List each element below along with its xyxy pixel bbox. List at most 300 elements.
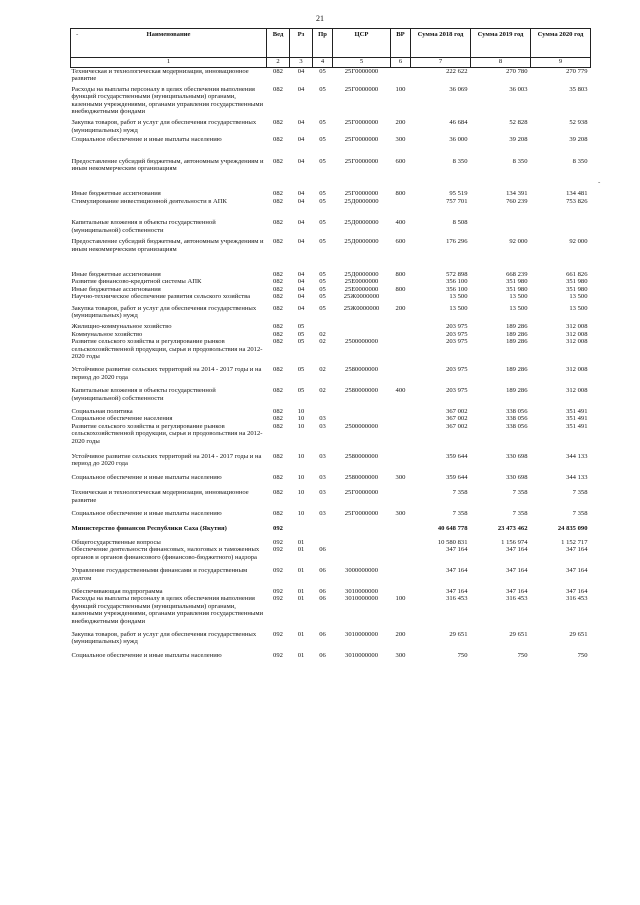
table-row: [71, 582, 591, 595]
row-rz: 04: [297, 157, 305, 165]
row-sum-2018: 316 453: [446, 595, 468, 603]
row-rz: 10: [297, 510, 305, 518]
row-vr: 600: [395, 238, 406, 246]
row-rz: 01: [297, 546, 305, 554]
row-sum-2018: 203 975: [446, 323, 468, 331]
row-sum-2018: 347 164: [446, 567, 468, 575]
row-ved: 082: [273, 219, 283, 227]
row-pr: 02: [319, 338, 326, 346]
column-number: 1: [71, 58, 267, 68]
row-vr: 400: [395, 387, 406, 395]
row-csr: 3010000000: [345, 651, 378, 659]
row-name: Общегосударственные вопросы: [71, 538, 161, 546]
table-row: [71, 533, 591, 546]
row-sum-2020: 351 980: [566, 278, 588, 286]
table-row: [71, 445, 591, 468]
column-number-row: [71, 58, 591, 68]
row-pr: 05: [319, 197, 326, 205]
table-row: [71, 338, 591, 360]
row-vr: 100: [395, 85, 406, 93]
table-row: [71, 504, 591, 517]
row-sum-2018: 367 002: [446, 408, 468, 415]
row-sum-2020: 344 133: [566, 473, 588, 481]
table-row: [71, 286, 591, 293]
row-sum-2018: 222 622: [446, 68, 468, 75]
row-name: Развитие сельского хозяйства и регулирование рынков сельскохозяйственной продукции, сырья и продовольствия на 2012-2020 годы: [71, 422, 263, 445]
row-pr: 03: [319, 453, 326, 461]
row-sum-2020: 312 008: [566, 387, 588, 395]
row-csr: 3010000000: [345, 587, 378, 595]
row-rz: 10: [297, 489, 305, 497]
row-sum-2019: 189 286: [506, 387, 528, 395]
header-csr: ЦСР: [333, 29, 391, 58]
row-vr: [391, 582, 411, 595]
row-rz: 04: [297, 270, 305, 278]
row-name: Социальное обеспечение населения: [71, 415, 173, 423]
row-pr: 05: [319, 285, 326, 293]
row-vr: [391, 481, 411, 504]
row-sum-2019: 351 980: [506, 278, 528, 286]
page-number: 21: [316, 14, 324, 23]
row-sum-2020: 92 000: [569, 238, 588, 246]
row-vr: [391, 415, 411, 422]
row-ved: 092: [273, 525, 283, 533]
row-csr: 2500000000: [345, 422, 378, 430]
table-row: [71, 144, 591, 173]
row-rz: 01: [297, 651, 305, 659]
row-vr: 300: [395, 510, 406, 518]
row-name: Расходы на выплаты персоналу в целях обеспечения выполнения функций государственными (муниципальными) органами, казенными учреждениями, органами управления государственными внебюджетными фондами: [71, 85, 264, 116]
row-name: Предоставление субсидий бюджетным, автономным учреждениям и иным некоммерческим организациям: [71, 157, 264, 173]
row-sum-2018: 46 684: [449, 119, 468, 127]
row-ved: 082: [273, 136, 283, 144]
row-sum-2018: 7 358: [452, 510, 468, 518]
row-sum-2019: 338 056: [506, 422, 528, 430]
row-name: Иные бюджетные ассигнования: [71, 190, 161, 198]
table-row: [71, 83, 591, 116]
corner-mark: -: [76, 30, 79, 38]
row-csr: [333, 533, 391, 546]
column-number: 4: [313, 58, 333, 68]
row-sum-2019: [471, 205, 531, 234]
row-rz: 05: [297, 338, 305, 346]
row-name: Научно-техническое обеспечение развития сельского хозяйства: [71, 293, 251, 301]
row-vr: 200: [395, 304, 406, 312]
row-ved: 082: [273, 415, 283, 423]
row-sum-2018: 8 350: [452, 157, 468, 165]
row-csr: [333, 546, 391, 561]
row-sum-2018: 10 580 831: [437, 538, 468, 546]
row-csr: 25Д0000000: [344, 270, 379, 278]
table-row: [71, 234, 591, 253]
table-row: [71, 381, 591, 402]
row-ved: 082: [273, 119, 283, 127]
table-row: [71, 319, 591, 330]
row-ved: 082: [273, 473, 283, 481]
row-sum-2019: 7 358: [512, 489, 528, 497]
row-sum-2019: 92 000: [509, 238, 528, 246]
row-rz: 05: [297, 387, 305, 395]
budget-table: [70, 28, 591, 659]
row-pr: 06: [319, 567, 326, 575]
row-ved: 092: [273, 546, 283, 554]
table-row: [71, 278, 591, 285]
row-rz: 04: [297, 136, 305, 144]
row-csr: [333, 517, 391, 532]
table-row: [71, 468, 591, 481]
row-sum-2020: 7 358: [572, 510, 588, 518]
row-ved: 082: [273, 387, 283, 395]
column-number: 6: [391, 58, 411, 68]
row-ved: 082: [273, 489, 283, 497]
row-sum-2020: 7 358: [572, 489, 588, 497]
row-sum-2018: 347 164: [446, 587, 468, 595]
row-name: Техническая и технологическая модернизация, инновационное развитие: [71, 489, 249, 504]
row-sum-2018: 359 644: [446, 453, 468, 461]
row-sum-2018: 347 164: [446, 546, 468, 554]
row-csr: 25Г0000000: [344, 190, 379, 198]
row-sum-2020: 35 803: [569, 85, 588, 93]
row-sum-2020: 661 826: [566, 270, 588, 278]
row-sum-2018: 8 508: [452, 219, 468, 227]
row-ved: 092: [273, 595, 283, 603]
row-sum-2018: 750: [457, 651, 468, 659]
header-sum-2018: Сумма 2018 год: [411, 29, 471, 58]
row-sum-2019: 29 651: [509, 630, 528, 638]
row-ved: 082: [273, 422, 283, 430]
row-rz: 04: [297, 219, 305, 227]
row-sum-2018: 7 358: [452, 489, 468, 497]
row-sum-2020: 312 008: [566, 330, 588, 338]
row-ved: 082: [273, 157, 283, 165]
table-row: [71, 331, 591, 338]
row-csr: 2580000000: [345, 453, 378, 461]
row-rz: 04: [297, 197, 305, 205]
row-rz: 05: [297, 366, 305, 374]
row-ved: 092: [273, 651, 283, 659]
row-rz: 10: [297, 422, 305, 430]
row-ved: 082: [273, 238, 283, 246]
column-number: 9: [531, 58, 591, 68]
row-sum-2020: 351 491: [566, 422, 588, 430]
row-sum-2018: 36 069: [449, 85, 468, 93]
table-row: [71, 253, 591, 278]
row-sum-2020: 29 651: [569, 630, 588, 638]
row-csr: [333, 415, 391, 422]
row-pr: 03: [319, 510, 326, 518]
header-pr: Пр: [313, 29, 333, 58]
row-rz: 04: [297, 293, 305, 301]
row-vr: 600: [395, 157, 406, 165]
row-name: Расходы на выплаты персоналу в целях обеспечения выполнения функций государственными (муниципальными) органами, казенными учреждениями, органами управления государственными внебюджетными фондами: [71, 595, 264, 625]
table-row: [71, 205, 591, 234]
row-csr: 25Ж0000000: [343, 304, 380, 312]
row-rz: 04: [297, 68, 305, 75]
row-pr: 05: [319, 270, 326, 278]
row-sum-2020: 351 980: [566, 285, 588, 293]
row-csr: 25Г0000000: [344, 489, 379, 497]
row-pr: 05: [319, 68, 326, 75]
row-vr: 800: [395, 285, 406, 293]
row-rz: 04: [297, 238, 305, 246]
row-sum-2020: 351 491: [566, 415, 588, 423]
row-vr: [391, 445, 411, 468]
row-ved: 082: [273, 285, 283, 293]
row-csr: [333, 402, 391, 415]
row-sum-2018: 176 296: [446, 238, 468, 246]
header-name: Наименование: [71, 29, 267, 58]
column-number: 3: [290, 58, 313, 68]
row-rz: [290, 517, 313, 532]
row-sum-2019: 7 358: [512, 510, 528, 518]
row-ved: 082: [273, 453, 283, 461]
row-sum-2018: 40 648 778: [437, 525, 468, 533]
row-ved: 082: [273, 190, 283, 198]
row-sum-2019: 39 208: [509, 136, 528, 144]
row-sum-2020: 344 133: [566, 453, 588, 461]
column-number: 5: [333, 58, 391, 68]
row-csr: 3010000000: [345, 630, 378, 638]
row-rz: 01: [297, 567, 305, 575]
row-sum-2019: 347 164: [506, 587, 528, 595]
row-name: Иные бюджетные ассигнования: [71, 285, 161, 293]
row-ved: 092: [273, 630, 283, 638]
row-name: Закупка товаров, работ и услуг для обеспечения государственных (муниципальных) нужд: [71, 119, 257, 134]
row-ved: 092: [273, 587, 283, 595]
table-row: [71, 301, 591, 320]
row-ved: 082: [273, 197, 283, 205]
row-pr: [313, 533, 333, 546]
row-sum-2019: 347 164: [506, 546, 528, 554]
row-name: Устойчивое развитие сельских территорий на 2014 - 2017 годы и на период до 2020 года: [71, 366, 262, 381]
row-name: Устойчивое развитие сельских территорий на 2014 - 2017 годы и на период до 2020 года: [71, 453, 262, 468]
row-name: Управление государственными финансами и государственным долгом: [71, 567, 248, 582]
row-csr: 2580000000: [345, 366, 378, 374]
header-sum-2019: Сумма 2019 год: [471, 29, 531, 58]
row-name: Закупка товаров, работ и услуг для обеспечения государственных (муниципальных) нужд: [71, 304, 257, 319]
row-ved: 082: [273, 304, 283, 312]
row-pr: 06: [319, 595, 326, 603]
row-name: Социальная политика: [71, 408, 133, 415]
row-csr: 3010000000: [345, 595, 378, 603]
header-rz: Рз: [290, 29, 313, 58]
row-pr: 05: [319, 119, 326, 127]
row-sum-2020: 134 481: [566, 190, 588, 198]
row-vr: 800: [395, 270, 406, 278]
row-csr: 25Е0000000: [344, 285, 379, 293]
row-csr: [333, 319, 391, 330]
row-ved: 082: [273, 510, 283, 518]
row-sum-2020: 312 008: [566, 338, 588, 346]
row-name: Иные бюджетные ассигнования: [71, 270, 161, 278]
row-sum-2020: 52 938: [569, 119, 588, 127]
row-sum-2019: 52 828: [509, 119, 528, 127]
table-row: [71, 134, 591, 143]
row-sum-2018: 13 500: [449, 304, 468, 312]
row-sum-2019: 338 056: [506, 408, 528, 415]
row-pr: 06: [319, 651, 326, 659]
row-pr: 05: [319, 293, 326, 301]
row-name: Социальное обеспечение и иные выплаты населению: [71, 510, 222, 518]
row-pr: [313, 517, 333, 532]
row-vr: 400: [395, 219, 406, 227]
row-vr: [391, 319, 411, 330]
row-csr: 3000000000: [345, 567, 378, 575]
row-sum-2020: 24 835 090: [557, 525, 588, 533]
row-vr: 200: [395, 630, 406, 638]
row-sum-2020: [531, 205, 591, 234]
row-sum-2018: 203 975: [446, 366, 468, 374]
row-csr: 25Г0000000: [344, 85, 379, 93]
row-name: Развитие финансово-кредитной системы АПК: [71, 278, 202, 286]
row-csr: 25Г0000000: [344, 136, 379, 144]
row-name: Техническая и технологическая модернизация, инновационное развитие: [71, 68, 249, 83]
row-sum-2019: 13 500: [509, 293, 528, 301]
row-rz: 04: [297, 285, 305, 293]
row-vr: [391, 423, 411, 445]
table-row: [71, 198, 591, 205]
row-rz: 04: [297, 278, 305, 286]
row-sum-2019: 330 698: [506, 453, 528, 461]
row-csr: 2580000000: [345, 473, 378, 481]
row-sum-2019: 23 473 462: [497, 525, 528, 533]
row-sum-2018: 36 000: [449, 136, 468, 144]
row-sum-2019: 13 500: [509, 304, 528, 312]
row-vr: [391, 546, 411, 561]
row-ved: 082: [273, 270, 283, 278]
row-csr: 25Г0000000: [344, 157, 379, 165]
row-vr: 200: [395, 119, 406, 127]
row-pr: 06: [319, 546, 326, 554]
row-name: Обеспечивающая подпрограмма: [71, 587, 163, 595]
row-vr: [391, 293, 411, 300]
row-pr: 05: [319, 136, 326, 144]
row-name: Закупка товаров, работ и услуг для обеспечения государственных (муниципальных) нужд: [71, 630, 257, 646]
row-sum-2019: 760 239: [506, 197, 528, 205]
row-sum-2019: 189 286: [506, 330, 528, 338]
row-sum-2019: 36 003: [509, 85, 528, 93]
table-row: [71, 646, 591, 659]
table-row: [71, 546, 591, 561]
row-rz: 10: [297, 415, 305, 423]
header-ved: Вед: [267, 29, 290, 58]
row-sum-2018: 13 500: [449, 293, 468, 301]
table-row: [71, 415, 591, 422]
row-sum-2020: 8 350: [572, 157, 588, 165]
row-rz: 04: [297, 190, 305, 198]
row-sum-2020: 753 826: [566, 197, 588, 205]
table-row: [71, 172, 591, 197]
table-row: [71, 517, 591, 532]
row-sum-2019: 338 056: [506, 415, 528, 423]
row-sum-2018: 356 100: [446, 285, 468, 293]
row-vr: [391, 338, 411, 360]
row-ved: 082: [273, 68, 283, 75]
row-rz: 04: [297, 304, 305, 312]
row-sum-2019: 270 780: [506, 68, 528, 75]
row-ved: 082: [273, 323, 283, 331]
row-ved: 082: [273, 293, 283, 301]
table-row: [71, 402, 591, 415]
row-name: Стимулирование инвестиционной деятельности в АПК: [71, 197, 227, 205]
row-name: Предоставление субсидий бюджетным, автономным учреждениям и иным некоммерческим организациям: [71, 238, 264, 253]
row-csr: [333, 331, 391, 338]
row-rz: 05: [297, 323, 305, 331]
row-sum-2020: 13 500: [569, 293, 588, 301]
row-sum-2020: 316 453: [566, 595, 588, 603]
row-sum-2020: 347 164: [566, 587, 588, 595]
row-vr: [391, 402, 411, 415]
row-pr: 02: [319, 366, 326, 374]
row-rz: 04: [297, 85, 305, 93]
row-pr: 05: [319, 278, 326, 286]
row-sum-2020: 1 152 717: [561, 538, 588, 546]
row-sum-2018: 203 975: [446, 330, 468, 338]
row-rz: 01: [297, 630, 305, 638]
row-vr: [391, 517, 411, 532]
row-ved: 092: [273, 538, 283, 546]
row-sum-2020: 270 779: [566, 68, 588, 75]
row-ved: 082: [273, 366, 283, 374]
row-sum-2018: 367 002: [446, 422, 468, 430]
row-vr: [391, 331, 411, 338]
row-csr: 25Г0000000: [344, 68, 379, 75]
row-pr: 03: [319, 489, 326, 497]
row-sum-2018: 359 644: [446, 473, 468, 481]
row-sum-2019: 750: [517, 651, 528, 659]
row-pr: 03: [319, 415, 326, 423]
row-rz: 10: [297, 453, 305, 461]
row-sum-2020: 39 208: [569, 136, 588, 144]
row-pr: 05: [319, 219, 326, 227]
column-number: 8: [471, 58, 531, 68]
row-rz: 01: [297, 587, 305, 595]
row-vr: [391, 278, 411, 285]
row-name: Коммунальное хозяйство: [71, 330, 143, 338]
row-name: Социальное обеспечение и иные выплаты населению: [71, 136, 222, 144]
row-vr: [391, 198, 411, 205]
row-sum-2018: 203 975: [446, 387, 468, 395]
table-row: [71, 115, 591, 134]
row-sum-2020: 347 164: [566, 567, 588, 575]
table-row: [71, 595, 591, 625]
row-sum-2019: 8 350: [512, 157, 528, 165]
row-csr: 25Д0000000: [344, 219, 379, 227]
row-ved: 082: [273, 408, 283, 415]
table-row: [71, 625, 591, 646]
row-vr: [391, 533, 411, 546]
side-mark: -: [598, 178, 601, 186]
row-pr: 02: [319, 330, 326, 338]
row-sum-2019: 330 698: [506, 473, 528, 481]
row-vr: [391, 360, 411, 381]
row-sum-2018: 757 701: [446, 197, 468, 205]
row-name: Социальное обеспечение и иные выплаты населению: [71, 651, 222, 659]
row-ved: 082: [273, 278, 283, 286]
row-sum-2018: 203 975: [446, 338, 468, 346]
row-pr: 05: [319, 190, 326, 198]
row-sum-2020: 351 491: [566, 408, 588, 415]
row-pr: 05: [319, 85, 326, 93]
row-pr: 03: [319, 473, 326, 481]
row-sum-2020: 312 008: [566, 323, 588, 331]
row-ved: 092: [273, 567, 283, 575]
row-rz: 05: [297, 330, 305, 338]
row-name: Жилищно-коммунальное хозяйство: [71, 323, 172, 331]
row-pr: 03: [319, 422, 326, 430]
header-vr: ВР: [391, 29, 411, 58]
row-sum-2019: 189 286: [506, 366, 528, 374]
